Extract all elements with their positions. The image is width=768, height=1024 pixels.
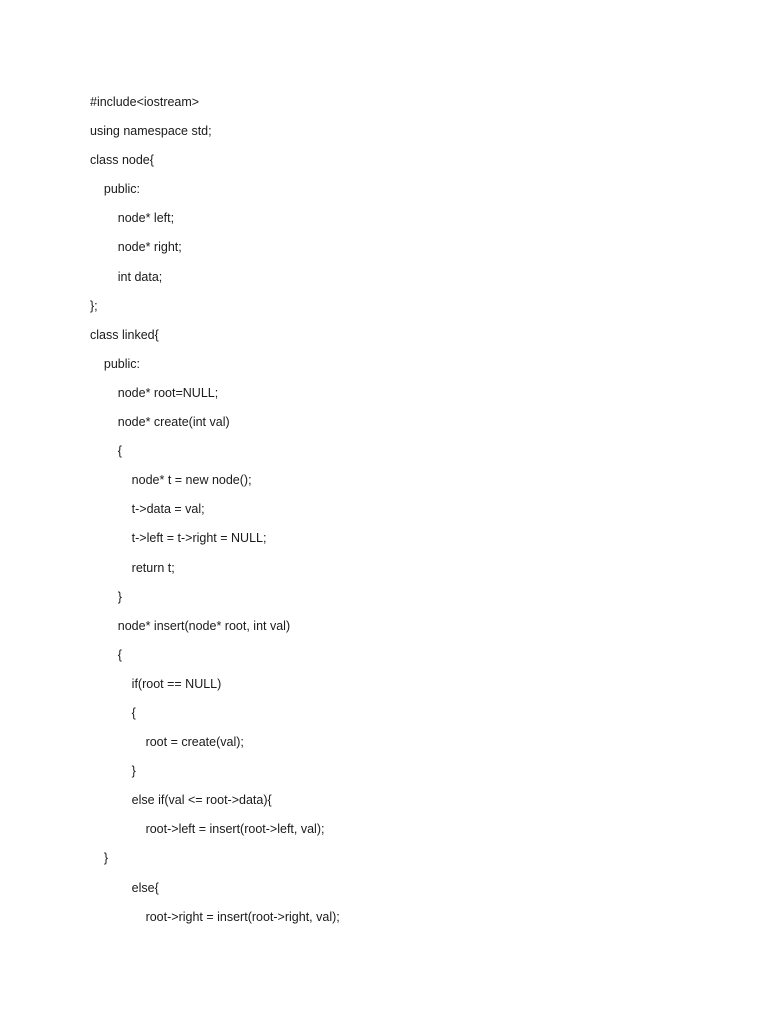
code-line: class linked{ xyxy=(90,327,159,342)
code-line: t->data = val; xyxy=(90,502,205,517)
code-line: public: xyxy=(90,182,141,197)
code-line: if(root == NULL) xyxy=(90,676,222,691)
code-line: { xyxy=(90,647,122,662)
code-line: t->left = t->right = NULL; xyxy=(90,531,267,546)
code-line: root->left = insert(root->left, val); xyxy=(90,822,325,837)
code-line: using namespace std; xyxy=(90,124,212,139)
code-line: node* root=NULL; xyxy=(90,385,219,400)
code-line: node* right; xyxy=(90,240,182,255)
code-line: root->right = insert(root->right, val); xyxy=(90,909,340,924)
code-listing xyxy=(90,92,730,936)
code-line: node* insert(node* root, int val) xyxy=(90,618,291,633)
code-line: else if(val <= root->data){ xyxy=(90,793,272,808)
code-line: node* left; xyxy=(90,211,175,226)
code-line: { xyxy=(90,444,122,459)
code-line: { xyxy=(90,705,136,720)
code-line: } xyxy=(90,589,122,604)
code-line: else{ xyxy=(90,880,159,895)
code-line: root = create(val); xyxy=(90,735,244,750)
code-line: node* t = new node(); xyxy=(90,473,252,488)
code-line: } xyxy=(90,764,136,779)
code-line: int data; xyxy=(90,269,163,284)
code-line: class node{ xyxy=(90,153,154,168)
code-line: }; xyxy=(90,298,98,313)
code-line: return t; xyxy=(90,560,175,575)
code-line: } xyxy=(90,851,109,866)
code-line: node* create(int val) xyxy=(90,415,230,430)
code-line: #include<iostream> xyxy=(90,95,200,109)
code-line: public: xyxy=(90,356,141,371)
